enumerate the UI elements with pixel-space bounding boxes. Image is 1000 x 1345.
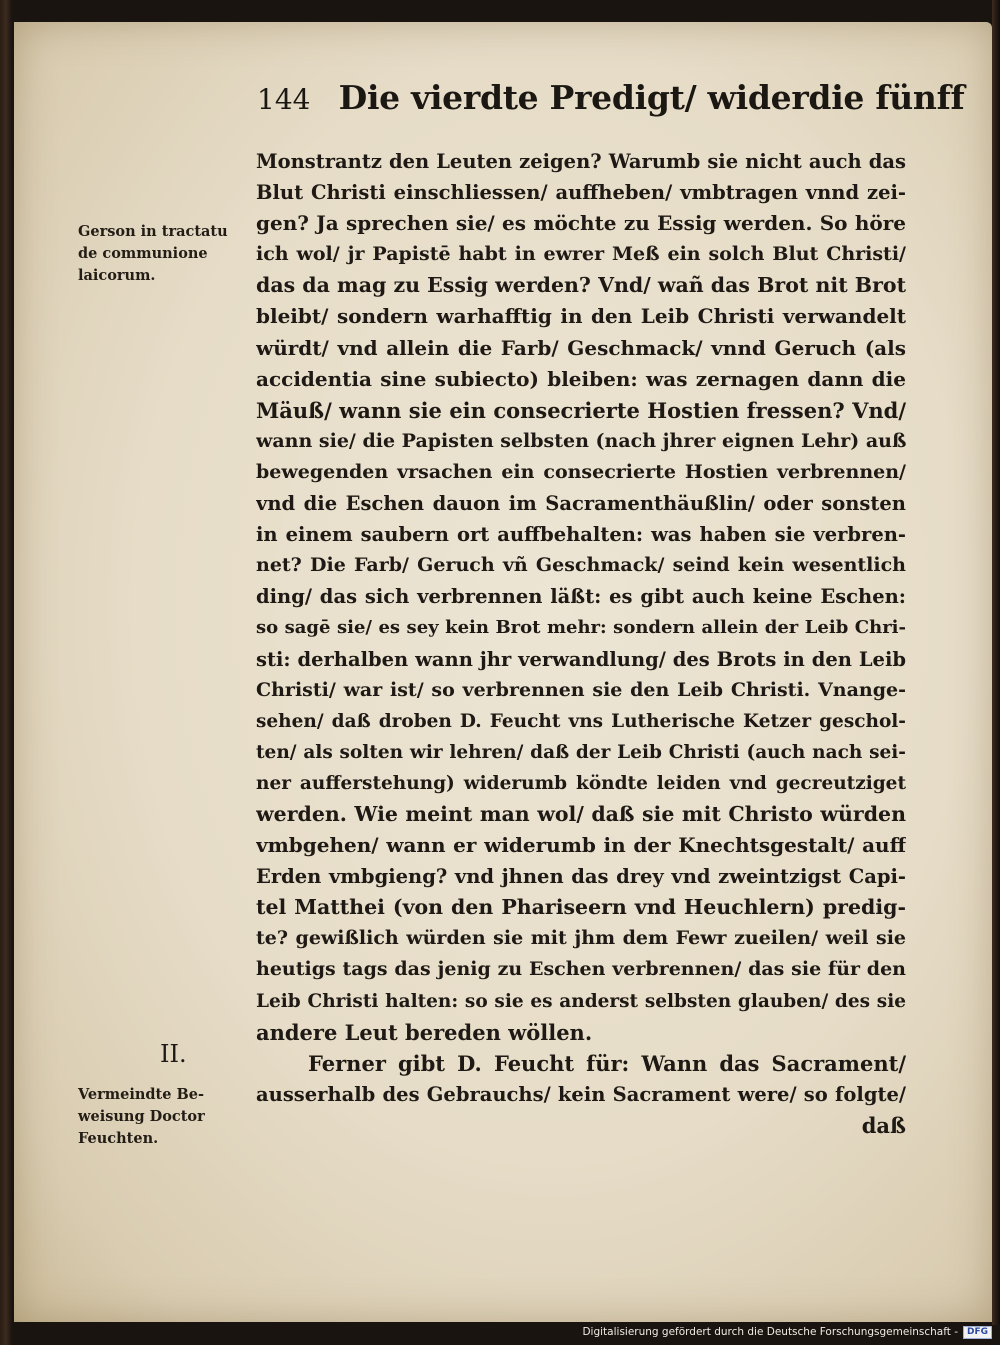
dfg-logo: DFG	[963, 1326, 992, 1339]
marginal-note-line: Vermeindte Be-	[78, 1086, 205, 1103]
credit-text: Digitalisierung gefördert durch die Deutsche Forschungsgemeinschaft -	[582, 1326, 958, 1338]
text-line: Christi/ war ist/ so verbrennen sie den Leib Christi. Vnange-	[256, 678, 906, 701]
text-line: ner aufferstehung) widerumb köndte leiden vnd gecreutziget	[256, 772, 906, 794]
text-line: wann sie/ die Papisten selbsten (nach jhrer eignen Lehr) auß	[256, 429, 906, 452]
text-line: tel Matthei (von den Phariseern vnd Heuchlern) predig-	[256, 895, 906, 920]
text-line: sehen/ daß droben D. Feucht vns Lutherische Ketzer geschol-	[256, 710, 906, 732]
marginal-note-line: Gerson in tractatu	[78, 223, 228, 240]
text-line: ten/ als solten wir lehren/ daß der Leib Christi (auch nach sei-	[256, 741, 906, 763]
marginal-note-line: weisung Doctor	[78, 1108, 205, 1125]
text-line: Erden vmbgieng? vnd jhnen das drey vnd zweintzigst Capi-	[256, 865, 906, 889]
text-line: Mäuß/ wann sie ein consecrierte Hostien fressen? Vnd/	[256, 397, 906, 423]
text-line: te? gewißlich würden sie mit jhm dem Fewr zueilen/ weil sie	[256, 927, 906, 950]
text-line: so sagē sie/ es sey kein Brot mehr: sondern allein der Leib Chri-	[256, 617, 906, 639]
text-line: bleibt/ sondern warhafftig in den Leib Christi verwandelt	[256, 304, 906, 329]
digitization-credit	[582, 1325, 992, 1339]
text-line: ding/ das sich verbrennen läßt: es gibt auch keine Eschen:	[256, 585, 906, 609]
marginal-note-line: Feuchten.	[78, 1130, 159, 1147]
running-title: Die vierdte Predigt/ widerdie fünff	[338, 78, 965, 117]
marginal-note-gerson	[78, 221, 228, 287]
marginal-section-numeral: II.	[160, 1040, 187, 1068]
text-line: ich wol/ jr Papistē habt in ewrer Meß ein solch Blut Christi/	[256, 243, 906, 266]
catchword: daß	[861, 1112, 906, 1138]
text-line: net? Die Farb/ Geruch vñ Geschmack/ seind kein wesentlich	[256, 554, 906, 577]
marginal-note-line: de communione	[78, 245, 208, 262]
text-line: vmbgehen/ wann er widerumb in der Knechtsgestalt/ auff	[256, 833, 906, 858]
text-line: vnd die Eschen dauon im Sacramenthäußlin/ oder sonsten	[256, 492, 906, 516]
marginal-note-line: laicorum.	[78, 267, 156, 284]
page-number: 144	[257, 83, 311, 116]
text-line: werden. Wie meint man wol/ daß sie mit Christo würden	[256, 801, 906, 826]
body-text	[256, 146, 906, 1141]
text-line: ausserhalb des Gebrauchs/ kein Sacrament were/ so folgte/	[256, 1082, 906, 1106]
text-line: sti: derhalben wann jhr verwandlung/ des Brots in den Leib	[256, 647, 906, 671]
text-line: Blut Christi einschliessen/ auffheben/ vmbtragen vnnd zei-	[256, 181, 906, 205]
paragraph-end-line: andere Leut bereden wöllen.	[256, 1019, 593, 1045]
book-edge	[992, 0, 1000, 1325]
text-line: in einem saubern ort auffbehalten: was haben sie verbren-	[256, 523, 906, 547]
text-line: bewegenden vrsachen ein consecrierte Hostien verbrennen/	[256, 460, 906, 483]
marginal-note-beweisung	[78, 1084, 205, 1150]
text-line: das da mag zu Essig werden? Vnd/ wañ das Brot nit Brot	[256, 273, 906, 298]
text-line: gen? Ja sprechen sie/ es möchte zu Essig werden. So höre	[256, 211, 906, 236]
page-header	[257, 78, 964, 117]
text-line: accidentia sine subiecto) bleiben: was zernagen dann die	[256, 366, 906, 391]
text-line: würdt/ vnd allein die Farb/ Geschmack/ vnnd Geruch (als	[256, 335, 906, 360]
text-line: Monstrantz den Leuten zeigen? Warumb sie nicht auch das	[256, 150, 906, 173]
paragraph-start-line: Ferner gibt D. Feucht für: Wann das Sacrament/	[308, 1050, 906, 1076]
text-line: heutigs tags das jenig zu Eschen verbrennen/ das sie für den	[256, 958, 906, 981]
text-line: Leib Christi halten: so sie es anderst selbsten glauben/ des sie	[256, 990, 906, 1012]
